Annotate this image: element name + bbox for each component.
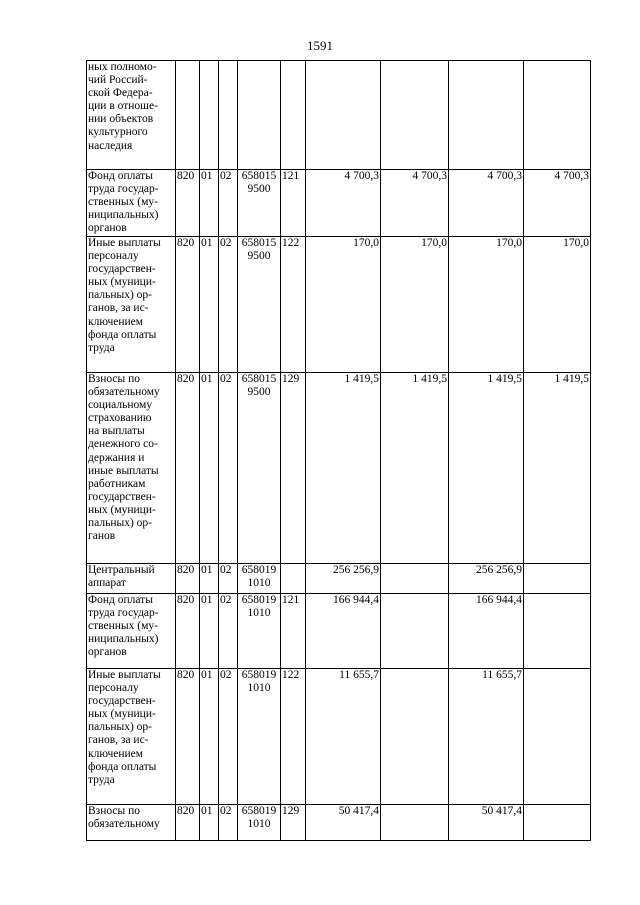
line-item-name: Фонд оплаты труда государ- ственных (му- ниципальных) органов <box>87 594 176 669</box>
expense-type-code: 122 <box>281 237 306 373</box>
amount-col-4 <box>524 594 591 669</box>
table-row <box>87 594 591 669</box>
target-article-code: 658015 9500 <box>238 237 281 373</box>
table-row <box>87 237 591 373</box>
amount-col-1: 1 419,5 <box>306 373 381 564</box>
subsection-code: 02 <box>219 170 238 237</box>
target-article-code: 658019 1010 <box>238 669 281 805</box>
amount-col-3: 170,0 <box>449 237 524 373</box>
subsection-code: 02 <box>219 237 238 373</box>
line-item-name: ных полномо- чий Россий- ской Федера- ции в отноше- нии объектов культурного наследия <box>87 61 176 170</box>
line-item-name: Взносы по обязательному <box>87 805 176 841</box>
amount-col-2 <box>381 564 449 594</box>
section-code: 01 <box>200 373 219 564</box>
section-code: 01 <box>200 564 219 594</box>
ministry-code: 820 <box>176 805 200 841</box>
expense-type-code: 129 <box>281 373 306 564</box>
ministry-code: 820 <box>176 669 200 805</box>
section-code <box>200 61 219 170</box>
subsection-code: 02 <box>219 373 238 564</box>
table-row <box>87 373 591 564</box>
line-item-name: Взносы по обязательному социальному страхованию на выплаты денежного со- держания и иные выплаты работникам государствен- ных (муници- пальных) ор- ганов <box>87 373 176 564</box>
amount-col-1 <box>306 61 381 170</box>
section-code: 01 <box>200 805 219 841</box>
amount-col-4: 4 700,3 <box>524 170 591 237</box>
amount-col-3: 4 700,3 <box>449 170 524 237</box>
ministry-code: 820 <box>176 170 200 237</box>
amount-col-1: 11 655,7 <box>306 669 381 805</box>
line-item-name: Иные выплаты персоналу государствен- ных (муници- пальных) ор- ганов, за ис- ключением фонда оплаты труда <box>87 669 176 805</box>
amount-col-4: 1 419,5 <box>524 373 591 564</box>
subsection-code: 02 <box>219 594 238 669</box>
section-code: 01 <box>200 594 219 669</box>
table-row <box>87 61 591 170</box>
amount-col-1: 170,0 <box>306 237 381 373</box>
page-number: 1591 <box>307 38 333 53</box>
subsection-code: 02 <box>219 564 238 594</box>
amount-col-1: 166 944,4 <box>306 594 381 669</box>
amount-col-4 <box>524 564 591 594</box>
subsection-code: 02 <box>219 805 238 841</box>
section-code: 01 <box>200 237 219 373</box>
table-row <box>87 669 591 805</box>
expense-type-code <box>281 61 306 170</box>
target-article-code: 658015 9500 <box>238 170 281 237</box>
table-row <box>87 564 591 594</box>
amount-col-2: 4 700,3 <box>381 170 449 237</box>
amount-col-3: 11 655,7 <box>449 669 524 805</box>
amount-col-1: 4 700,3 <box>306 170 381 237</box>
ministry-code: 820 <box>176 237 200 373</box>
amount-col-2: 1 419,5 <box>381 373 449 564</box>
subsection-code <box>219 61 238 170</box>
amount-col-4 <box>524 669 591 805</box>
ministry-code <box>176 61 200 170</box>
section-code: 01 <box>200 669 219 805</box>
target-article-code: 658019 1010 <box>238 594 281 669</box>
amount-col-1: 256 256,9 <box>306 564 381 594</box>
expense-type-code: 121 <box>281 170 306 237</box>
section-code: 01 <box>200 170 219 237</box>
table-row <box>87 805 591 841</box>
target-article-code: 658015 9500 <box>238 373 281 564</box>
target-article-code: 658019 1010 <box>238 564 281 594</box>
expense-type-code: 129 <box>281 805 306 841</box>
amount-col-2: 170,0 <box>381 237 449 373</box>
line-item-name: Фонд оплаты труда государ- ственных (му- ниципальных) органов <box>87 170 176 237</box>
ministry-code: 820 <box>176 373 200 564</box>
target-article-code <box>238 61 281 170</box>
target-article-code: 658019 1010 <box>238 805 281 841</box>
subsection-code: 02 <box>219 669 238 805</box>
amount-col-4 <box>524 61 591 170</box>
ministry-code: 820 <box>176 564 200 594</box>
line-item-name: Центральный аппарат <box>87 564 176 594</box>
amount-col-4 <box>524 805 591 841</box>
amount-col-2 <box>381 669 449 805</box>
amount-col-3: 166 944,4 <box>449 594 524 669</box>
ministry-code: 820 <box>176 594 200 669</box>
expense-type-code: 121 <box>281 594 306 669</box>
amount-col-2 <box>381 61 449 170</box>
amount-col-2 <box>381 805 449 841</box>
amount-col-4: 170,0 <box>524 237 591 373</box>
line-item-name: Иные выплаты персоналу государствен- ных (муници- пальных) ор- ганов, за ис- ключением фонда оплаты труда <box>87 237 176 373</box>
amount-col-3: 256 256,9 <box>449 564 524 594</box>
amount-col-2 <box>381 594 449 669</box>
amount-col-3: 1 419,5 <box>449 373 524 564</box>
expense-type-code <box>281 564 306 594</box>
expense-type-code: 122 <box>281 669 306 805</box>
amount-col-3 <box>449 61 524 170</box>
table-row <box>87 170 591 237</box>
budget-table <box>86 60 591 841</box>
amount-col-1: 50 417,4 <box>306 805 381 841</box>
amount-col-3: 50 417,4 <box>449 805 524 841</box>
